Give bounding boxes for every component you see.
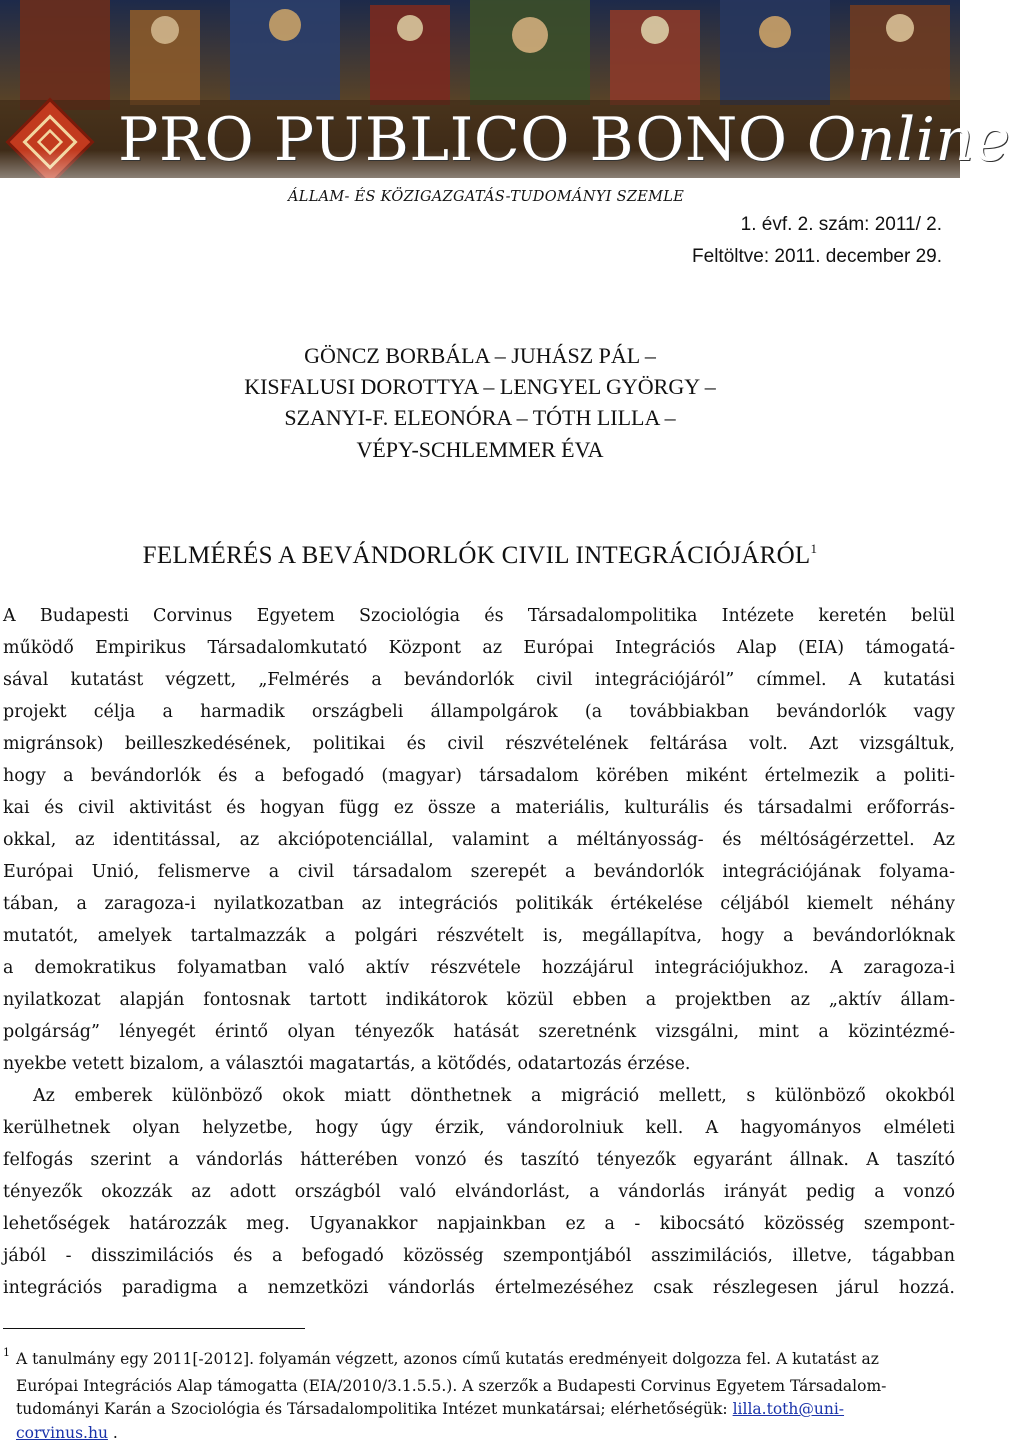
body-line: tában, a zaragoza-i nyilatkozatban az integrációs politikák értékelése céljából kiemelt néhány	[3, 894, 955, 914]
footnote-ref[interactable]: 1	[810, 541, 818, 556]
journal-title: PRO PUBLICO BONO Online	[118, 105, 1011, 175]
body-line: Európai Unió, felismerve a civil társadalom szerepét a bevándorlók integrációjának folyama-	[3, 862, 955, 882]
body-line: polgárság” lényegét érintő olyan tényezők hatását szeretnénk vizsgálni, mint a közintézmé-	[3, 1022, 955, 1042]
body-line: hogy a bevándorlók és a befogadó (magyar) társadalom körében miként értelmezik a politi-	[3, 766, 955, 786]
footnote-line: Európai Integrációs Alap támogatta (EIA/2010/3.1.5.5.). A szerzők a Budapesti Corvinus Egyetem Társadalom-	[16, 1377, 887, 1395]
author-line: GÖNCZ BORBÁLA – JUHÁSZ PÁL –	[304, 343, 656, 368]
body-line: sával kutatást végzett, „Felmérés a bevándorlók civil integrációjáról” címmel. A kutatási	[3, 670, 955, 690]
journal-subtitle: ÁLLAM- ÉS KÖZIGAZGATÁS-TUDOMÁNYI SZEMLE	[288, 189, 685, 205]
body-line: működő Empirikus Társadalomkutató Központ az Európai Integrációs Alap (EIA) támogatá-	[3, 638, 955, 658]
fresco-artwork	[0, 0, 960, 208]
body-line: kerülhetnek olyan helyzetbe, hogy úgy érzik, vándorolniuk kell. A hagyományos elméleti	[3, 1118, 955, 1138]
body-line: jából - disszimilációs és a befogadó közösség szempontjából asszimilációs, illetve, tágabban	[3, 1246, 955, 1266]
footnote-text: tudományi Karán a Szociológia és Társadalompolitika Intézet munkatársai; elérhetőségük:	[16, 1400, 733, 1418]
body-line: migránsok) beilleszkedésének, politikai és civil részvételének feltárása volt. Azt vizsgáltuk,	[3, 734, 955, 754]
body-line: kai és civil aktivitást és hogyan függ ez össze a materiális, kulturális és társadalmi erőforrás-	[3, 798, 955, 818]
body-line: nyilatkozat alapján fontosnak tartott indikátorok közül ebben a projektben az „aktív állam-	[3, 990, 955, 1010]
body-line: felfogás szerint a vándorlás hátterében vonzó és taszító tényezők egyaránt állnak. A taszító	[3, 1150, 955, 1170]
body-line: a demokratikus folyamatban való aktív részvétele hozzájárul integrációjukhoz. A zaragoza-i	[3, 958, 955, 978]
body-line: Az emberek különböző okok miatt dönthetnek a migráció mellett, s különböző okokból	[33, 1086, 955, 1106]
footnote-mark: 1	[3, 1346, 10, 1359]
body-line: integrációs paradigma a nemzetközi vándorlás értelmezéséhez csak részlegesen járul hozzá.	[3, 1278, 955, 1298]
upload-date: Feltöltve: 2011. december 29.	[692, 246, 942, 267]
footnote-line	[16, 1423, 118, 1443]
body-line: tényezők okozzák az adott országból való elvándorlást, a vándorlás irányát pedig a vonzó	[3, 1182, 955, 1202]
body-line: mutatót, amelyek tartalmazzák a polgári részvételt is, megállapítva, hogy a bevándorlóknak	[3, 926, 955, 946]
body-line: okkal, az identitással, az akciópotenciállal, valamint a méltányosság- és méltóságérzettel. Az	[3, 830, 955, 850]
footnote-divider	[3, 1328, 305, 1329]
body-line: lehetőségek határozzák meg. Ugyanakkor napjainkban ez a - kibocsátó közösség szempont-	[3, 1214, 955, 1234]
issue-number: 1. évf. 2. szám: 2011/ 2.	[740, 214, 942, 235]
email-link[interactable]: lilla.toth@uni-	[732, 1400, 845, 1418]
author-line: SZANYI-F. ELEONÓRA – TÓTH LILLA –	[284, 405, 676, 430]
journal-title-online: Online	[807, 105, 1011, 175]
footnote-end: .	[107, 1424, 118, 1442]
email-link-continued[interactable]: corvinus.hu	[16, 1424, 108, 1442]
author-line: KISFALUSI DOROTTYA – LENGYEL GYÖRGY –	[244, 374, 716, 399]
body-line: projekt célja a harmadik országbeli állampolgárok (a továbbiakban bevándorlók vagy	[3, 702, 955, 722]
body-line: A Budapesti Corvinus Egyetem Szociológia és Társadalompolitika Intézete keretén belül	[3, 606, 955, 626]
author-line: VÉPY-SCHLEMMER ÉVA	[356, 437, 604, 462]
footnote-line: A tanulmány egy 2011[-2012]. folyamán végzett, azonos című kutatás eredményeit dolgozza fel. A kutatást az	[16, 1350, 879, 1368]
article-title: FELMÉRÉS A BEVÁNDORLÓK CIVIL INTEGRÁCIÓJÁRÓL$^1$	[142, 541, 818, 569]
body-line: nyekbe vetett bizalom, a választói magatartás, a kötődés, odatartozás érzése.	[3, 1054, 691, 1074]
journal-banner	[0, 0, 1011, 208]
footnote-line	[16, 1399, 844, 1419]
